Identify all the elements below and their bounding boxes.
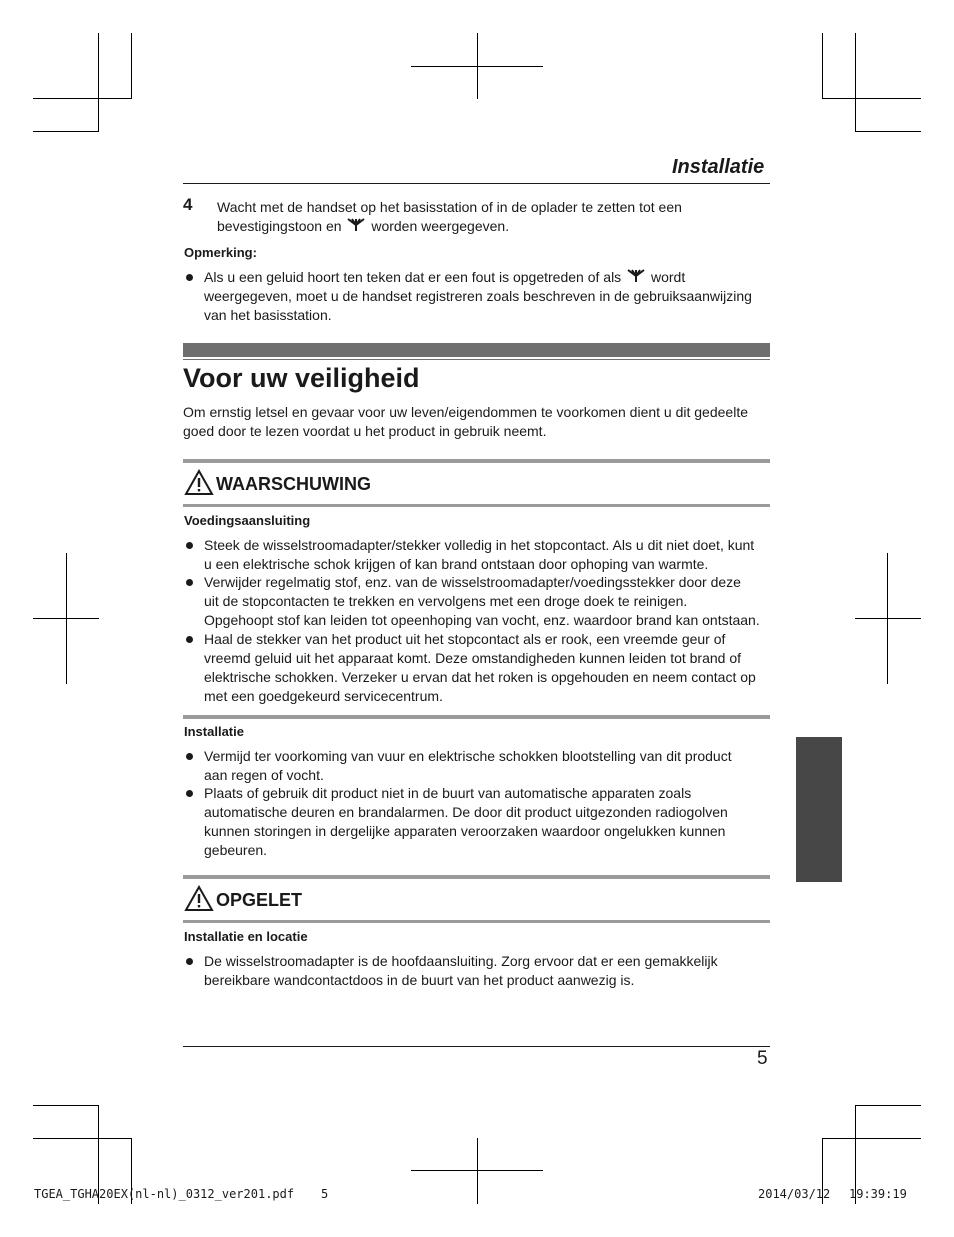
list-item-line: automatische deuren en brandalarmen. De door dit product uitgezonden radiogolven [204, 804, 728, 821]
install-top-rule [183, 715, 770, 719]
bullet-dot [186, 274, 193, 281]
list-item-line: gebeuren. [204, 842, 268, 859]
list-item [183, 536, 773, 574]
warning-top-rule [183, 459, 770, 463]
list-item [183, 573, 773, 630]
bullet-dot [186, 790, 193, 797]
step-line-2: bevestigingstoon en worden weergegeven. [217, 218, 510, 234]
location-heading: Installatie en locatie [184, 929, 308, 944]
list-item [183, 784, 773, 860]
bullet-dot [186, 958, 193, 965]
list-item-line: vreemd geluid uit het apparaat komt. Deze omstandigheden kunnen leiden tot brand of [204, 649, 742, 666]
antenna-icon [627, 269, 645, 283]
note-item: Als u een geluid hoort ten teken dat er een fout is opgetreden of als wordt weergegeven, moet u de handset registreren zoals beschreven in de gebruiksaanwijzing van het basisstation. [183, 268, 773, 325]
list-item-line: Steek de wisselstroomadapter/stekker volledig in het stopcontact. Als u dit niet doet, kunt [204, 537, 755, 553]
bullet-dot [186, 579, 193, 586]
section-bar [183, 343, 770, 357]
list-item-line: elektrische schokken. Verzeker u ervan dat het roken is opgehouden en neem contact op [204, 668, 756, 685]
warning-triangle-icon [184, 885, 214, 912]
list-item-line: bereikbare wandcontactdoos in de buurt van het product aanwezig is. [204, 972, 635, 988]
bullet-dot [186, 753, 193, 760]
step-line-1: Wacht met de handset op het basisstation of in de oplader te zetten tot een [217, 199, 682, 215]
warning-heading: WAARSCHUWING [184, 469, 371, 496]
page-number: 5 [757, 1048, 768, 1069]
footer-page: 5 [321, 1187, 329, 1201]
list-item-line: Plaats of gebruik dit product niet in de buurt van automatische apparaten zoals [204, 785, 692, 802]
list-item-line: Verwijder regelmatig stof, enz. van de wisselstroomadapter/voedingsstekker door deze [204, 574, 741, 591]
footer-filename: TGEA_TGHA20EX(nl-nl)_0312_ver201.pdf [34, 1187, 295, 1201]
list-item-line: Vermijd ter voorkoming van vuur en elektrische schokken blootstelling van dit product [204, 748, 732, 764]
caution-top-rule [183, 875, 770, 879]
list-item-line: De wisselstroomadapter is de hoofdaansluiting. Zorg ervoor dat er een gemakkelijk [204, 953, 718, 969]
bullet-dot [186, 636, 193, 643]
caution-heading: OPGELET [184, 885, 302, 912]
list-item-line: Opgehoopt stof kan leiden tot opeenhoping van vocht, enz. waardoor brand kan ontstaan. [204, 612, 760, 629]
list-item-line: u een elektrische schok krijgen of kan brand ontstaan door ophoping van warmte. [204, 556, 709, 572]
footer-time: 19:39:19 [849, 1187, 907, 1201]
list-item-line: Haal de stekker van het product uit het stopcontact als er rook, een vreemde geur of [204, 630, 726, 647]
warning-bottom-rule [183, 504, 770, 507]
power-heading: Voedingsaansluiting [184, 513, 311, 528]
footer-rule [183, 1046, 770, 1047]
warning-triangle-icon [184, 469, 214, 496]
step-number: 4 [183, 195, 193, 214]
list-item-line: met een goedgekeurd servicecentrum. [204, 687, 443, 704]
step-text [217, 198, 777, 236]
section-bar-rule [183, 359, 770, 360]
list-item [183, 952, 773, 990]
note-label: Opmerking: [184, 245, 257, 260]
list-item-line: uit de stopcontacten te trekken en vervolgens met een droge doek te reinigen. [204, 593, 688, 610]
list-item [183, 747, 773, 785]
section-title: Installatie [672, 156, 765, 178]
intro-text: Om ernstig letsel en gevaar voor uw leven/eigendommen te voorkomen dient u dit gedeelte goed door te lezen voordat u het product in gebruik neemt. [183, 404, 748, 439]
list-item-line: aan regen of vocht. [204, 767, 324, 783]
list-item [183, 630, 773, 706]
bullet-dot [186, 542, 193, 549]
header-rule [183, 183, 770, 184]
page-title: Voor uw veiligheid [183, 363, 420, 393]
footer-date: 2014/03/12 [758, 1187, 831, 1201]
list-item-line: kunnen storingen in dergelijke apparaten veroorzaken waardoor ongelukken kunnen [204, 823, 726, 840]
antenna-icon [347, 218, 365, 232]
install-heading: Installatie [184, 724, 244, 739]
side-tab [796, 737, 842, 882]
caution-bottom-rule [183, 920, 770, 923]
